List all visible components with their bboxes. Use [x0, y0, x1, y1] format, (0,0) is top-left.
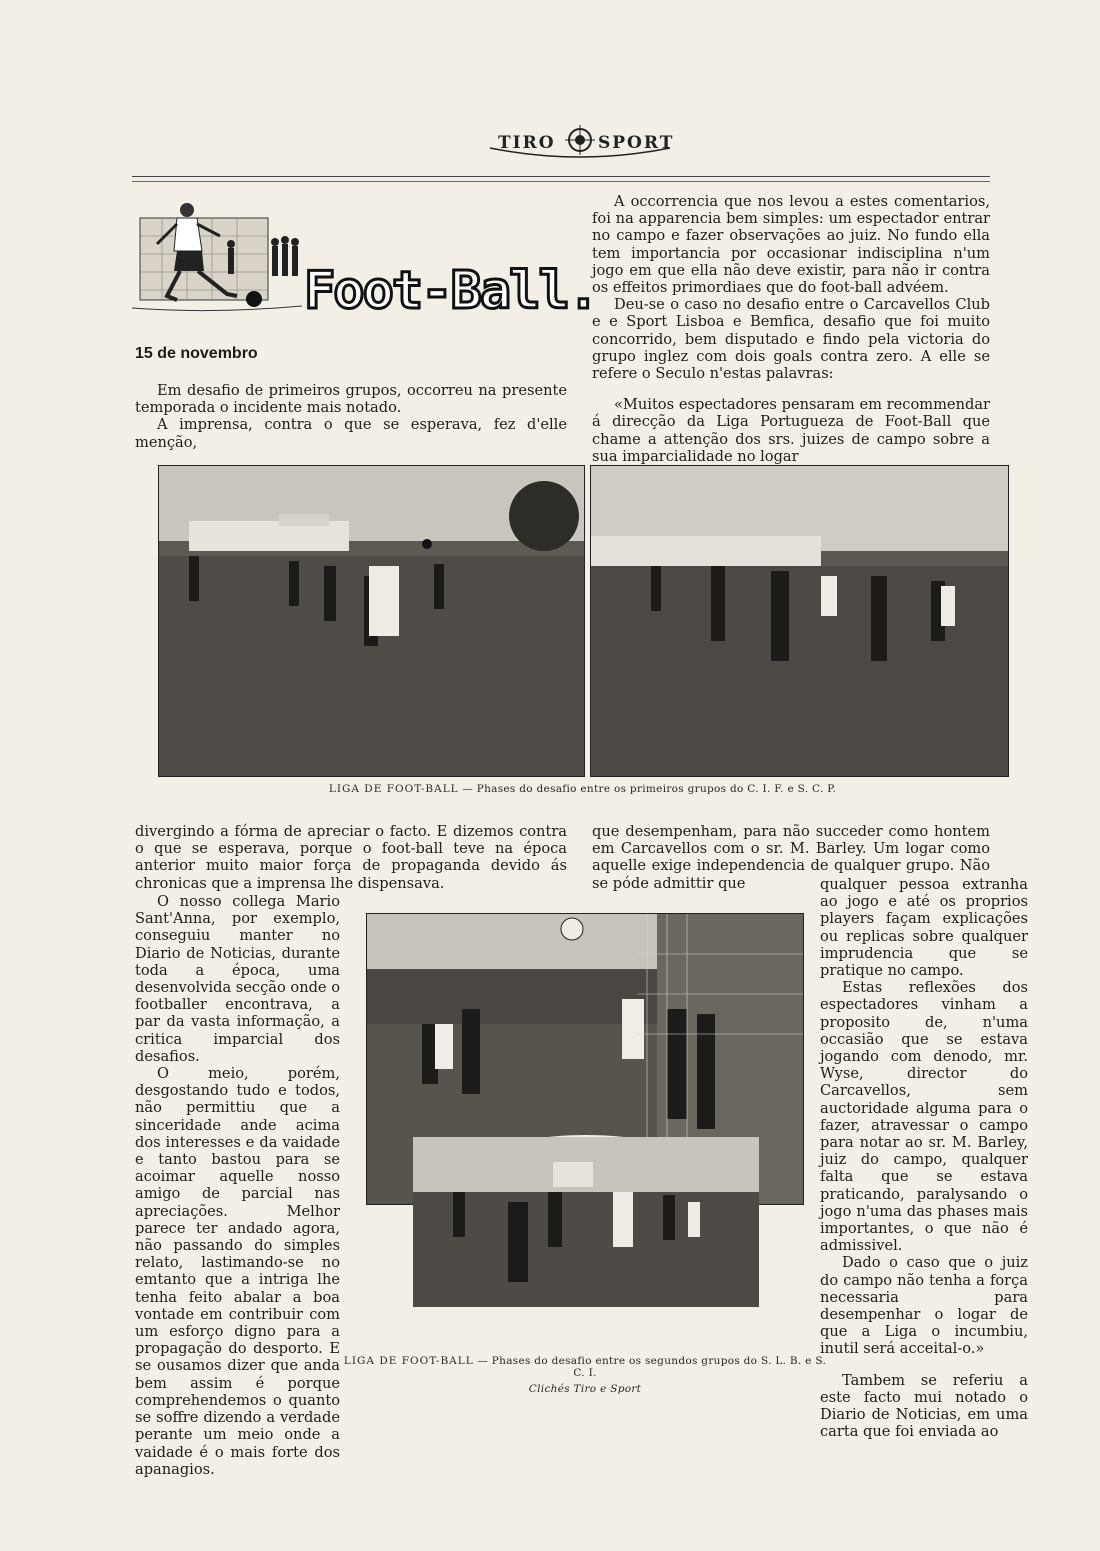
header-rule-thin: [132, 181, 990, 182]
paragraph: Deu-se o caso no desafio entre o Carcavellos Club e e Sport Lisboa e Bemfica, desafio que foi muito concorrido, bem disputado e findo pela victoria do grupo inglez com dois goals contra zero. A elle se refere o Seculo n'estas palavras:: [592, 296, 990, 383]
caption-label: LIGA DE FOOT-BALL: [343, 1355, 474, 1367]
photo-second-teams-2: [413, 1137, 759, 1307]
right-column-bottom-narrow: [820, 876, 1028, 1441]
paragraph: Em desafio de primeiros grupos, occorreu na presente temporada o incidente mais notado.: [135, 382, 567, 417]
photo-credit: Clichés Tiro e Sport: [528, 1383, 642, 1395]
paragraph: O nosso collega Mario Sant'Anna, por exemplo, conseguiu manter no Diario de Noticias, durante toda a época, uma desenvolvida secção onde o footballer encontrava, a par da vasta informação, a critica imparcial dos desafios.: [135, 893, 340, 1065]
paragraph: A imprensa, contra o que se esperava, fez d'elle menção,: [135, 416, 567, 451]
left-column-bottom-narrow: [135, 893, 340, 1478]
left-column-bottom-wide: [135, 823, 567, 892]
header-rule: [132, 176, 990, 177]
paragraph: Estas reflexões dos espectadores vinham a proposito de, n'uma occasião que se estava jogando com denodo, mr. Wyse, director do Carcavellos, sem auctoridade alguma para o fazer, atravessar o campo para notar ao sr. M. Barley, juiz do campo, qualquer falta que se estava praticando, paralysando o jogo n'uma das phases mais importantes, o que não é admissivel.: [820, 979, 1028, 1255]
photo-caption-top: [158, 783, 1007, 795]
match-photo-center: [366, 913, 804, 1308]
section-date: 15 de novembro: [135, 345, 258, 362]
right-column-top: [592, 193, 990, 465]
match-photo-left: [158, 465, 585, 777]
photo-caption-bottom: [340, 1355, 830, 1395]
paragraph: Dado o caso que o juiz do campo não tenha a força necessaria para desempenhar o logar de que a Liga o incumbiu, inutil será acceital-o.»: [820, 1254, 1028, 1358]
svg-text:Foot-Ball.: Foot-Ball.: [304, 261, 598, 321]
paragraph: A occorrencia que nos levou a estes comentarios, foi na apparencia bem simples: um espectador entrar no campo e fazer observações ao juiz. No fundo ella tem importancia por occasionar indisciplina n'um jogo em que ella não deve existir, para não ir contra os effeitos primordiaes que do foot-ball advéem.: [592, 193, 990, 297]
masthead-logo: [480, 118, 680, 168]
caption-text: — Phases do desafio entre os segundos grupos do S. L. B. e S. C. I.: [473, 1355, 827, 1379]
photo-first-teams-1: [159, 466, 584, 776]
paragraph: Tambem se referiu a este facto mui notado o Diario de Noticias, em uma carta que foi enviada ao: [820, 1371, 1028, 1441]
masthead: [480, 118, 680, 168]
caption-label: LIGA DE FOOT-BALL: [328, 783, 459, 795]
footballer-drawing: [132, 196, 598, 321]
paragraph: qualquer pessoa extranha ao jogo e até os proprios players façam explicações ou replicas sobre qualquer imprudencia que se pratique no campo.: [820, 876, 1028, 980]
paragraph: divergindo a fórma de apreciar o facto. E dizemos contra o que se esperava, porque o foot-ball teve na época anterior muito maior força de propaganda devido ás chronicas que a imprensa lhe dispensava.: [135, 823, 567, 892]
paragraph: que desempenham, para não succeder como hontem em Carcavellos com o sr. M. Barley. Um logar como aquelle exige independencia de qualquer grupo. Não se póde admittir que: [592, 823, 990, 892]
left-column-top: [135, 382, 567, 451]
svg-text:SPORT: SPORT: [598, 133, 675, 153]
photo-first-teams-2: [591, 466, 1008, 776]
svg-text:TIRO: TIRO: [498, 133, 556, 153]
caption-text: — Phases do desafio entre os primeiros grupos do C. I. F. e S. C. P.: [458, 783, 837, 795]
paragraph: «Muitos espectadores pensaram em recommendar á direcção da Liga Portugueza de Foot-Ball que chame a attenção dos srs. juizes de campo sobre a sua imparcialidade no logar: [592, 396, 990, 465]
paragraph: O meio, porém, desgostando tudo e todos, não permittiu que a sinceridade ande acima dos interesses e da vaidade e tanto bastou para se acoimar aquelle nosso amigo de parcial nas apreciações. Melhor parece ter andado agora, não passando do simples relato, lastimando-se no emtanto que a intriga lhe tenha feito abalar a boa vontade em contribuir com um esforço digno para a propagação do desporto. E se ousamos dizer que anda bem assim é porque comprehendemos o quanto se soffre dizendo a verdade perante um meio onde a vaidade é o mais forte dos apanagios.: [135, 1065, 340, 1478]
match-photo-right: [590, 465, 1009, 777]
football-header-illustration: [132, 196, 598, 321]
